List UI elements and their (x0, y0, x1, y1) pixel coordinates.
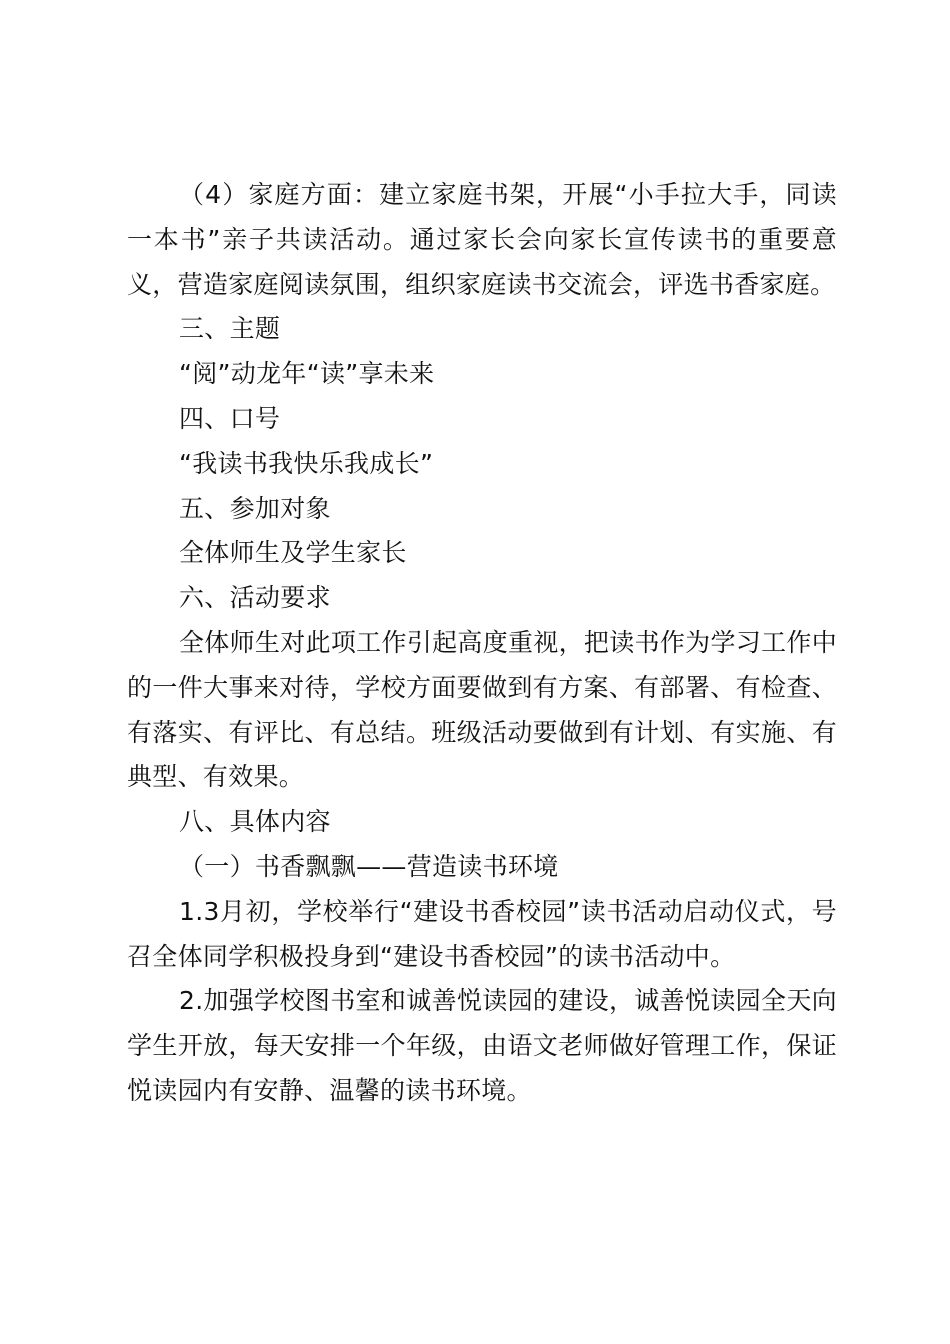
heading-requirements: 六、活动要求 (179, 583, 331, 613)
list-item-2: 2.加强学校图书室和诚善悦读园的建设，诚善悦读园全天向学生开放，每天安排一个年级，由语文老师做好管理工作，保证悦读园内有安静、温馨的读书环境。 (127, 986, 837, 1105)
requirements-text: 全体师生对此项工作引起高度重视，把读书作为学习工作中的一件大事来对待，学校方面要做到有方案、有部署、有检查、有落实、有评比、有总结。班级活动要做到有计划、有实施、有典型、有效果。 (127, 627, 837, 792)
heading-slogan: 四、口号 (179, 403, 281, 433)
heading-participants: 五、参加对象 (179, 493, 331, 523)
paragraph-family-reading: （4）家庭方面：建立家庭书架，开展“小手拉大手，同读一本书”亲子共读活动。通过家长会向家长宣传读书的重要意义，营造家庭阅读氛围，组织家庭读书交流会，评选书香家庭。 (127, 180, 837, 299)
participants-text: 全体师生及学生家长 (179, 538, 407, 568)
list-item-1: 1.3月初，学校举行“建设书香校园”读书活动启动仪式，号召全体同学积极投身到“建设书香校园”的读书活动中。 (127, 896, 837, 971)
heading-theme: 三、主题 (179, 314, 281, 344)
heading-specific-content: 八、具体内容 (179, 807, 331, 837)
subheading-reading-environment: （一）书香飘飘——营造读书环境 (179, 851, 559, 881)
slogan-text: “我读书我快乐我成长” (179, 448, 434, 478)
theme-text: “阅”动龙年“读”享未来 (179, 359, 435, 389)
document-body (127, 173, 837, 1114)
